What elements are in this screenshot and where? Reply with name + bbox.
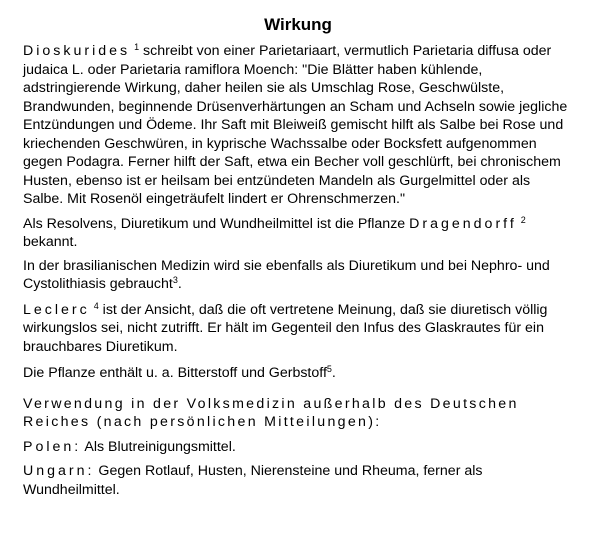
paragraph-constituents bbox=[23, 364, 573, 383]
folk-medicine-heading: Verwendung in der Volksmedizin außerhalb des Deutschen Reiches (nach persönlichen Mitteilungen): bbox=[23, 395, 519, 430]
country-name: Polen: bbox=[23, 438, 82, 455]
folk-entry-poland bbox=[23, 438, 573, 457]
paragraph-text: In der brasilianischen Medizin wird sie ebenfalls als Diuretikum und bei Nephro- und Cystolithiasis gebraucht bbox=[23, 257, 550, 292]
entry-text: Gegen Rotlauf, Husten, Nierensteine und Rheuma, ferner als Wundheilmittel. bbox=[23, 463, 483, 498]
paragraph-text: Die Pflanze enthält u. a. Bitterstoff und Gerbstoff bbox=[23, 365, 327, 381]
footnote-ref: 5 bbox=[326, 364, 332, 374]
folk-entry-hungary bbox=[23, 462, 573, 499]
section-title: Wirkung bbox=[264, 15, 332, 34]
country-name: Ungarn: bbox=[23, 463, 95, 479]
author-name: Dragendorff bbox=[409, 215, 517, 232]
paragraph-text: . bbox=[331, 365, 336, 381]
paragraph-leclerc bbox=[23, 301, 573, 357]
paragraph-dioskurides bbox=[23, 42, 573, 209]
author-name: Dioskurides bbox=[23, 43, 131, 59]
footnote-ref: 1 bbox=[134, 42, 140, 52]
paragraph-text: schreibt von einer Parietariaart, vermutlich Parietaria diffusa oder judaica L. oder Parietaria ramiflora Moench: "Die Blätter haben kühlende, adstringierende Wirkung, daher heilen sie als Umschlag Rose, Geschwülste, Brandwunden, beginnende Drüsenverhärtungen an Scham und Achseln sowie jegliche Entzündungen und Ödeme. Ihr Saft mit Bleiweiß gemischt hilft als Salbe bei Rose und kriechenden Geschwüren, in kyprische Wachssalbe oder Bocksfett aufgenommen gegen Podagra. Ferner hilft der Saft, etwa ein Becher voll geschlürft, bei chronischem Husten, ebenso ist er heilsam bei entzündeten Mandeln als Gurgelmittel oder als Salbe. Mit Rosenöl eingeträufelt lindert er Ohrenschmerzen." bbox=[23, 43, 568, 207]
footnote-ref: 2 bbox=[520, 214, 526, 225]
paragraph-text: . bbox=[177, 276, 182, 292]
footnote-ref: 4 bbox=[93, 300, 99, 311]
paragraph-dragendorff bbox=[23, 215, 573, 252]
paragraph-text: Als Resolvens, Diuretikum und Wundheilmittel ist die Pflanze bbox=[23, 215, 410, 232]
entry-text: Als Blutreinigungsmittel. bbox=[81, 438, 236, 455]
paragraph-text: ist der Ansicht, daß die oft vertretene Meinung, daß sie diuretisch völlig wirkungslos sei, nicht zutrifft. Er hält im Gegenteil den Infus des Glaskrautes für ein brauchbares Diuretikum. bbox=[23, 301, 548, 355]
author-name: Leclerc bbox=[23, 301, 90, 318]
footnote-ref: 3 bbox=[172, 275, 178, 285]
paragraph-brazil bbox=[23, 257, 573, 294]
paragraph-text: bekannt. bbox=[23, 234, 78, 250]
